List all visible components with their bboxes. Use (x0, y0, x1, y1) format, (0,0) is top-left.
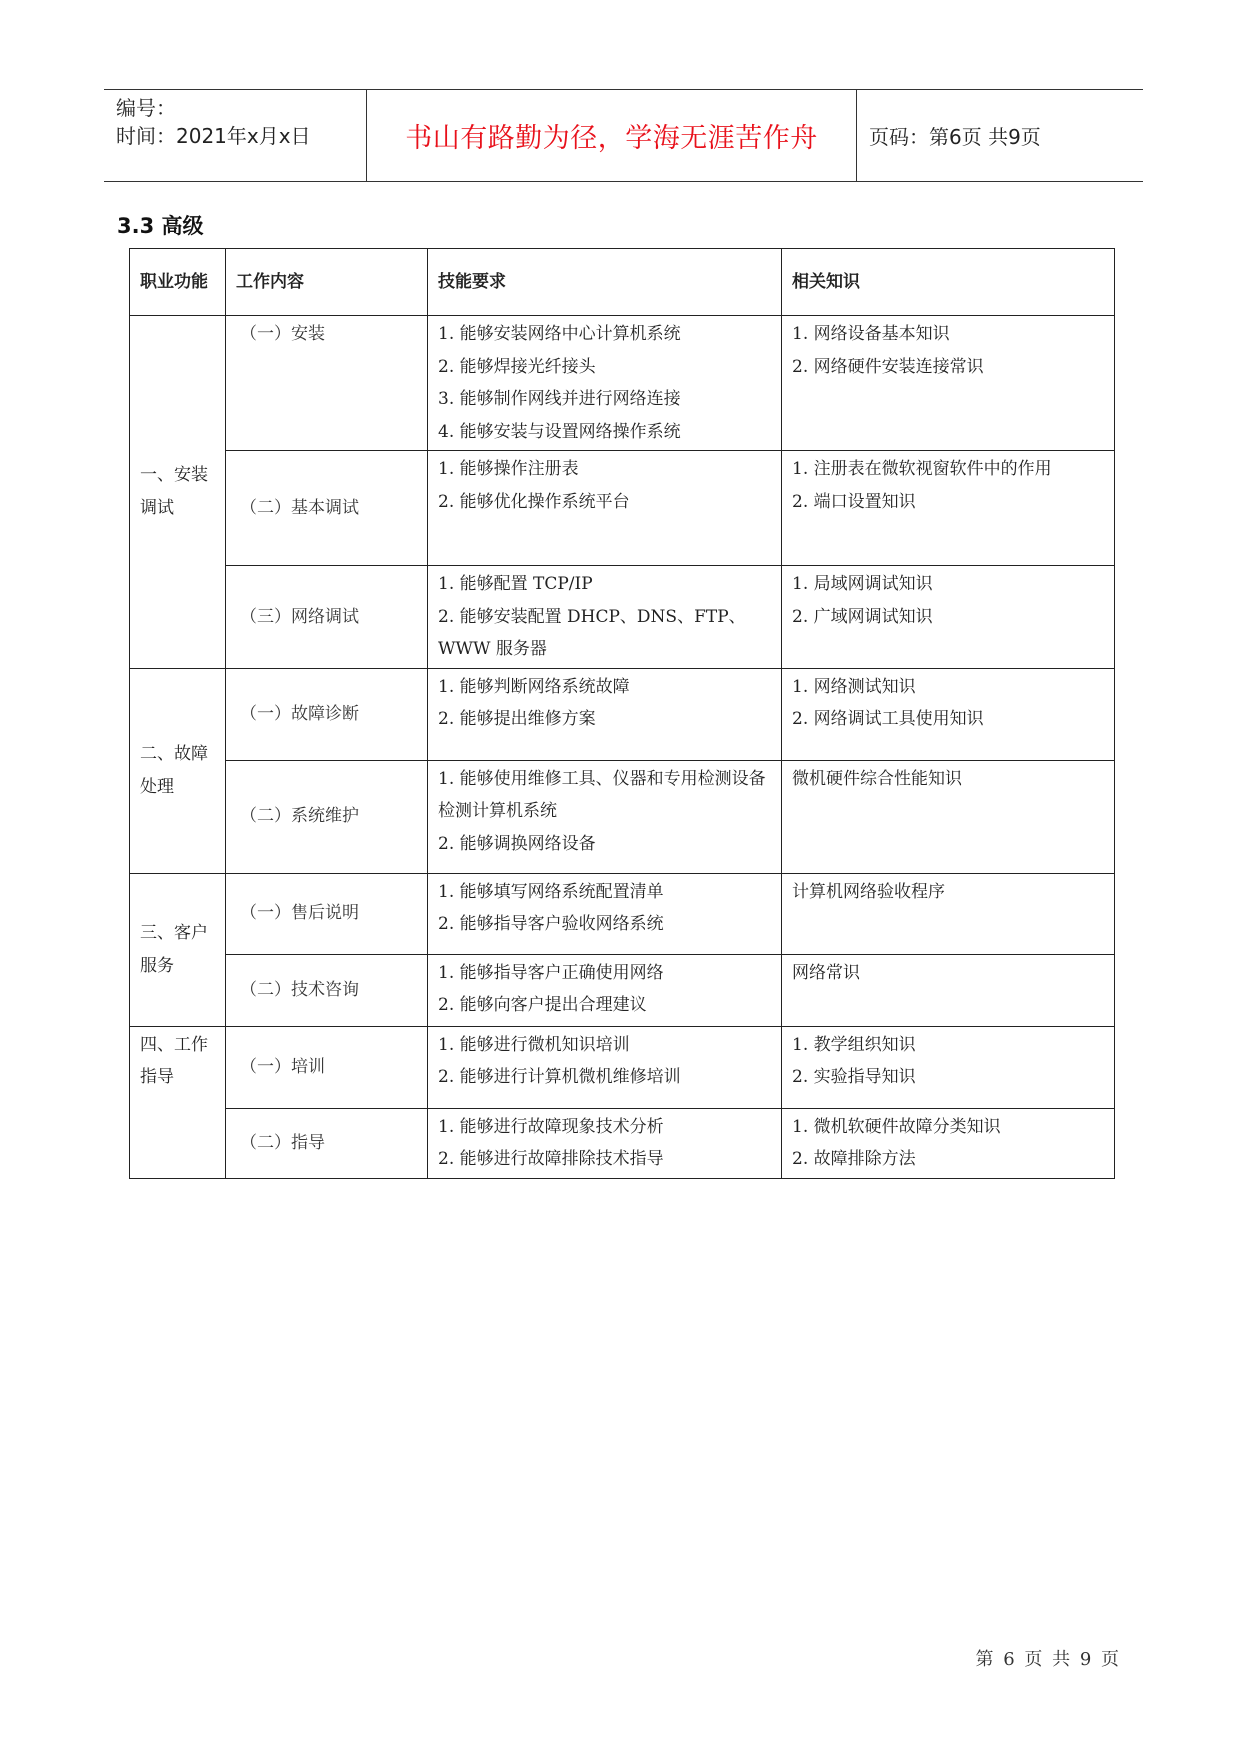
skills-cell (428, 954, 782, 1026)
table-header-row (130, 249, 1115, 316)
knowledge-line: 网络常识 (792, 962, 860, 983)
header-cell-function: 职业功能 (130, 249, 226, 316)
skills-cell (428, 873, 782, 954)
header-meta (104, 90, 367, 181)
section-title: 3.3 高级 (117, 214, 204, 238)
knowledge-cell (782, 316, 1115, 451)
skill-line: 1. 能够配置 TCP/IP (438, 574, 593, 594)
knowledge-cell (782, 566, 1115, 669)
skill-line: 1. 能够使用维修工具、仪器和专用检测设备检测计算机系统 (438, 768, 766, 821)
knowledge-line: 2. 广域网调试知识 (792, 606, 933, 627)
knowledge-line: 1. 网络设备基本知识 (792, 324, 950, 344)
knowledge-cell (782, 873, 1115, 954)
skill-line: 1. 能够安装网络中心计算机系统 (438, 324, 681, 344)
knowledge-line: 2. 端口设置知识 (792, 491, 916, 512)
skill-line: 1. 能够指导客户正确使用网络 (438, 962, 664, 983)
knowledge-cell (782, 1108, 1115, 1178)
work-content-cell: （二）系统维护 (226, 760, 428, 873)
knowledge-line: 微机硬件综合性能知识 (792, 768, 962, 789)
knowledge-line: 2. 网络调试工具使用知识 (792, 709, 984, 729)
skill-line: 2. 能够进行计算机微机维修培训 (438, 1067, 681, 1087)
table-row (130, 1026, 1115, 1108)
table-row (130, 316, 1115, 451)
skills-cell (428, 566, 782, 669)
knowledge-line: 1. 局域网调试知识 (792, 574, 933, 594)
doc-time-label: 时间：2021年x月x日 (116, 124, 311, 148)
knowledge-line: 1. 注册表在微软视窗软件中的作用 (792, 459, 1052, 479)
skills-cell (428, 316, 782, 451)
skill-line: 2. 能够指导客户验收网络系统 (438, 914, 664, 934)
skill-line: 1. 能够进行故障现象技术分析 (438, 1116, 664, 1137)
table-row (130, 566, 1115, 669)
header-cell-skills: 技能要求 (428, 249, 782, 316)
page-footer: 第 6 页 共 9 页 (975, 1649, 1121, 1670)
work-content-cell: （一）故障诊断 (226, 668, 428, 760)
knowledge-line: 2. 故障排除方法 (792, 1149, 916, 1169)
skills-cell (428, 668, 782, 760)
knowledge-cell (782, 760, 1115, 873)
knowledge-cell (782, 1026, 1115, 1108)
knowledge-line: 1. 网络测试知识 (792, 676, 916, 697)
skill-line: 2. 能够进行故障排除技术指导 (438, 1149, 664, 1169)
skills-cell (428, 1108, 782, 1178)
function-cell: 一、安装调试 (130, 316, 226, 669)
knowledge-cell (782, 668, 1115, 760)
table-row (130, 954, 1115, 1026)
skill-line: 1. 能够填写网络系统配置清单 (438, 881, 664, 902)
work-content-cell: （二）指导 (226, 1108, 428, 1178)
skills-cell (428, 451, 782, 566)
table-row (130, 451, 1115, 566)
doc-number-label: 编号： (116, 96, 176, 120)
function-cell: 四、工作指导 (130, 1026, 226, 1178)
knowledge-line: 1. 微机软硬件故障分类知识 (792, 1116, 1001, 1137)
table-row (130, 668, 1115, 760)
skill-line: 4. 能够安装与设置网络操作系统 (438, 421, 681, 442)
knowledge-line: 计算机网络验收程序 (792, 881, 945, 902)
table-row (130, 760, 1115, 873)
skill-line: 2. 能够提出维修方案 (438, 709, 596, 729)
header-cell-knowledge: 相关知识 (782, 249, 1115, 316)
skill-line: 1. 能够判断网络系统故障 (438, 676, 630, 697)
skill-line: 1. 能够进行微机知识培训 (438, 1034, 630, 1055)
work-content-cell: （二）技术咨询 (226, 954, 428, 1026)
page-header (104, 89, 1143, 182)
work-content-cell: （一）培训 (226, 1026, 428, 1108)
skills-cell (428, 760, 782, 873)
knowledge-cell (782, 954, 1115, 1026)
skill-line: 3. 能够制作网线并进行网络连接 (438, 389, 681, 409)
function-cell: 二、故障处理 (130, 668, 226, 873)
work-content-cell: （一）安装 (226, 316, 428, 451)
skill-line: 2. 能够调换网络设备 (438, 833, 596, 854)
table-row (130, 1108, 1115, 1178)
knowledge-line: 2. 网络硬件安装连接常识 (792, 356, 984, 377)
knowledge-cell (782, 451, 1115, 566)
header-cell-content: 工作内容 (226, 249, 428, 316)
work-content-cell: （三）网络调试 (226, 566, 428, 669)
table-row (130, 873, 1115, 954)
skills-cell (428, 1026, 782, 1108)
work-content-cell: （二）基本调试 (226, 451, 428, 566)
header-motto: 书山有路勤为径，学海无涯苦作舟 (367, 90, 857, 181)
skill-line: 2. 能够安装配置 DHCP、DNS、FTP、WWW 服务器 (438, 606, 746, 659)
skill-line: 2. 能够焊接光纤接头 (438, 356, 596, 377)
header-page-label: 页码：第6页 共9页 (869, 125, 1041, 149)
work-content-cell: （一）售后说明 (226, 873, 428, 954)
knowledge-line: 2. 实验指导知识 (792, 1067, 916, 1087)
skill-line: 2. 能够向客户提出合理建议 (438, 995, 647, 1015)
skill-line: 2. 能够优化操作系统平台 (438, 491, 630, 512)
function-cell: 三、客户服务 (130, 873, 226, 1026)
skill-line: 1. 能够操作注册表 (438, 459, 579, 479)
skills-table (129, 248, 1115, 1179)
knowledge-line: 1. 教学组织知识 (792, 1034, 916, 1055)
